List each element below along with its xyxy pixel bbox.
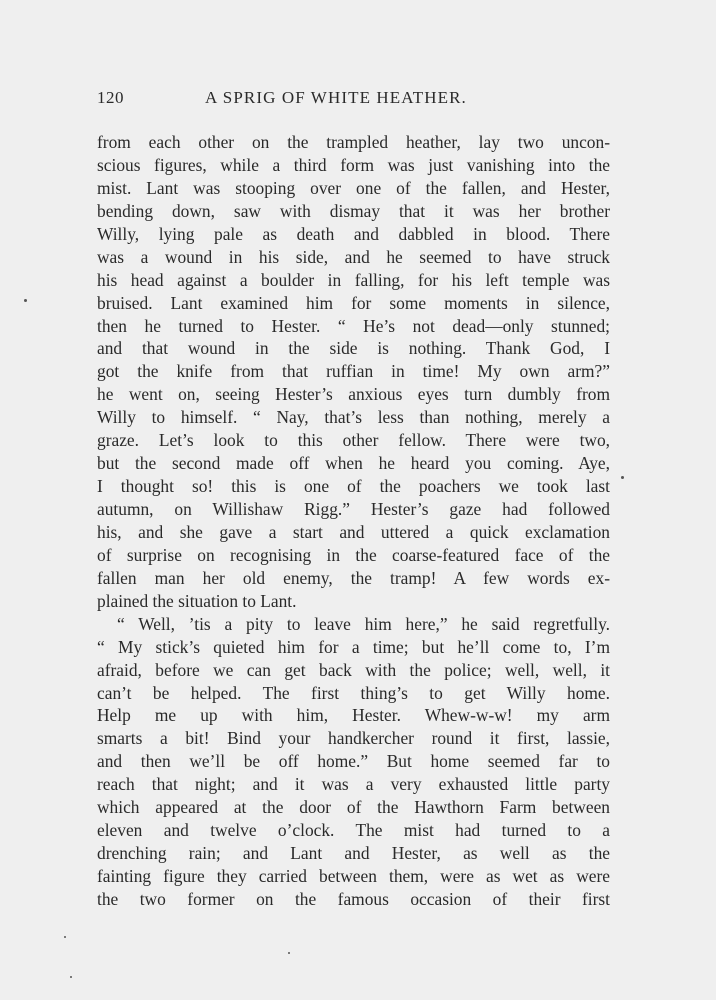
text-line: “ My stick’s quieted him for a time; but he’ll come to, I’m [97, 636, 610, 657]
text-line: Help me up with him, Hester. Whew-w-w! my arm [97, 705, 610, 726]
scan-speck [64, 936, 66, 938]
scan-speck [70, 976, 72, 978]
text-line: bruised. Lant examined him for some moments in silence, [97, 292, 610, 313]
text-line: fainting figure they carried between them, were as wet as were [97, 866, 610, 886]
text-line: smarts a bit! Bind your handkercher round it first, lassie, [97, 728, 610, 749]
body-text [97, 131, 610, 911]
scan-speck [621, 476, 624, 479]
text-line: his, and she gave a start and uttered a quick exclamation [97, 521, 610, 542]
text-line: mist. Lant was stooping over one of the fallen, and Hester, [97, 177, 610, 198]
text-line: Willy, lying pale as death and dabbled in blood. There [97, 223, 610, 244]
text-line: the two former on the famous occasion of their first [97, 888, 610, 909]
text-line: was a wound in his side, and he seemed to have struck [97, 246, 610, 267]
text-line: I thought so! this is one of the poachers we took last [97, 476, 610, 497]
text-line: which appeared at the door of the Hawthorn Farm between [97, 797, 610, 818]
text-line: fallen man her old enemy, the tramp! A few words ex- [97, 567, 610, 588]
page-number: 120 [97, 88, 124, 107]
text-line: autumn, on Willishaw Rigg.” Hester’s gaze had followed [97, 499, 610, 519]
text-line: can’t be helped. The first thing’s to get Willy home. [97, 682, 610, 703]
scan-speck [24, 299, 27, 302]
text-line: scious figures, while a third form was just vanishing into the [97, 154, 610, 175]
text-line: bending down, saw with dismay that it was her brother [97, 200, 610, 221]
text-line: Willy to himself. “ Nay, that’s less than nothing, merely a [97, 407, 610, 428]
text-line: then he turned to Hester. “ He’s not dead—only stunned; [97, 315, 610, 336]
text-line: of surprise on recognising in the coarse-featured face of the [97, 544, 610, 565]
text-line: he went on, seeing Hester’s anxious eyes turn dumbly from [97, 384, 610, 405]
text-line: reach that night; and it was a very exhausted little party [97, 774, 610, 795]
text-line: graze. Let’s look to this other fellow. There were two, [97, 430, 610, 451]
text-line: drenching rain; and Lant and Hester, as well as the [97, 843, 610, 864]
text-line: but the second made off when he heard you coming. Aye, [97, 453, 610, 474]
text-line: and then we’ll be off home.” But home seemed far to [97, 751, 610, 772]
text-line: plained the situation to Lant. [97, 590, 297, 611]
text-line: his head against a boulder in falling, for his left temple was [97, 269, 610, 290]
scan-speck [288, 952, 290, 954]
text-line: and that wound in the side is nothing. Thank God, I [97, 338, 610, 359]
text-line: afraid, before we can get back with the police; well, well, it [97, 659, 610, 680]
text-line: eleven and twelve o’clock. The mist had turned to a [97, 820, 610, 841]
page-header [97, 88, 610, 112]
running-title: A SPRIG OF WHITE HEATHER. [205, 88, 467, 107]
text-line: “ Well, ’tis a pity to leave him here,” he said regretfully. [117, 613, 610, 634]
text-line: got the knife from that ruffian in time! My own arm?” [97, 361, 610, 382]
text-line: from each other on the trampled heather, lay two uncon- [97, 132, 610, 152]
